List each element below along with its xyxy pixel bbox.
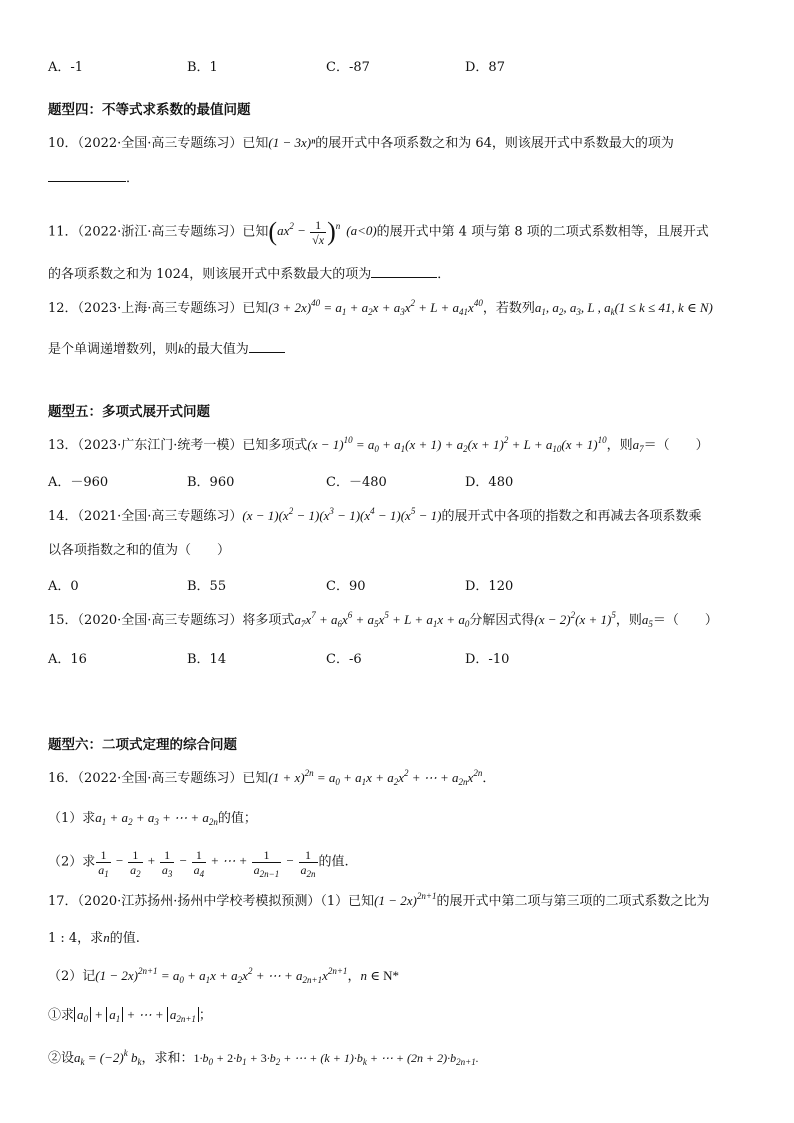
q15-poly: $a_7x^7 + a_6x^6 + a_5x^5 + L + a_1x + a_0$ <box>294 610 470 629</box>
q15-suffix: ，则 <box>615 613 642 628</box>
section-heading-6: 题型六：二项式定理的综合问题 <box>48 737 237 753</box>
q14-options <box>48 575 648 593</box>
q11-expr: ($ax^2$ − $\frac{1}{√x}$ )$^n$ <box>268 217 341 247</box>
q13-suffix: ，则 <box>606 438 633 453</box>
option-a: A．－960 <box>48 475 109 490</box>
q12-line2b: 的最大值为 <box>183 342 249 357</box>
q17-s1b: ； <box>198 1008 212 1023</box>
q16-p2b: 的值. <box>318 854 349 870</box>
q17-expansion: $(1 - 2x)^{2n+1} = a_0 + a_1x + a_2x^2$ + ⋯ + $a_{2n+1}x^{2n+1}$ <box>95 966 348 985</box>
option-a: A．16 <box>48 652 87 667</box>
question-13 <box>48 436 709 455</box>
option-c: C．90 <box>326 579 366 594</box>
option-b: B．14 <box>187 652 227 667</box>
q17-expr: $(1 - 2x)^{2n+1}$ <box>374 891 437 908</box>
q17-s2a: ②设 <box>48 1051 75 1066</box>
option-d: D．480 <box>465 475 514 490</box>
q12-mid: ，若数列 <box>482 301 535 316</box>
q15-paren: ＝（ ） <box>652 613 718 628</box>
question-17 <box>48 892 709 911</box>
section-heading-5: 题型五：多项式展开式问题 <box>48 404 210 420</box>
q16-sum: $a_1 + a_2 + a_3$ + ⋯ + $a_{2n}$ <box>95 810 218 827</box>
q12-seq: $a_1$, $a_2$, $a_3$, L , $a_k$ <box>534 300 615 317</box>
option-a: A．0 <box>48 579 79 594</box>
question-17-line2 <box>48 929 140 948</box>
option-c: C．-87 <box>326 60 370 75</box>
question-17-sub2 <box>48 1049 479 1068</box>
q17-s2b: ，求和： <box>141 1051 194 1066</box>
q15-prefix: 15．（2020·全国·高三专题练习）将多项式 <box>48 613 295 628</box>
q12-prefix: 12．（2023·上海·高三专题练习）已知 <box>48 301 269 316</box>
var-k: k <box>178 341 184 356</box>
q17-line2b: 的值. <box>109 931 140 946</box>
q11-prefix: 11．（2022·浙江·高三专题练习）已知 <box>48 224 269 240</box>
q17-line2a: 1 : 4，求 <box>48 931 104 946</box>
fraction: $\frac{1}{√x}$ <box>312 218 325 247</box>
option-b: B．55 <box>187 579 227 594</box>
option-b: B．1 <box>187 60 218 75</box>
q16-p1a: （1）求 <box>48 811 96 826</box>
question-10 <box>48 134 674 153</box>
question-16-part1 <box>48 809 257 828</box>
answer-blank[interactable] <box>371 264 437 278</box>
q16-p2a: （2）求 <box>48 854 96 870</box>
q11-suffix: 的展开式中第 4 项与第 8 项的二项式系数相等，且展开式 <box>376 224 709 240</box>
q15-options <box>48 648 648 666</box>
q10-suffix: 的展开式中各项系数之和为 64，则该展开式中系数最大的项为 <box>315 136 674 151</box>
question-17-sub1 <box>48 1006 212 1025</box>
question-15 <box>48 611 718 630</box>
answer-blank[interactable] <box>48 168 126 182</box>
q15-target: $a_5$ <box>641 612 653 629</box>
question-12-line2 <box>48 339 285 359</box>
question-10-answer <box>48 168 139 188</box>
option-d: D．-10 <box>465 652 510 667</box>
q17-def: $a_k = (-2)^k$ $b_k$ <box>74 1048 142 1067</box>
q9-options <box>48 56 648 74</box>
option-d: D．120 <box>465 579 514 594</box>
question-16-part2 <box>48 848 349 877</box>
q11-end: ． <box>437 267 451 282</box>
question-11-line2 <box>48 264 450 284</box>
q13-target: $a_7$ <box>632 437 644 454</box>
q17-abs-sum: $a_0 + a_1$ + ⋯ + $a_{2n+1}$ <box>74 1007 199 1022</box>
q14-suffix: 的展开式中各项的指数之和再减去各项系数乘 <box>441 509 702 524</box>
option-b: B．960 <box>187 475 235 490</box>
question-14-line2: 以各项指数之和的值为（ ） <box>48 543 231 558</box>
var-n: n <box>103 930 110 945</box>
q17-p2b: ， <box>347 969 361 984</box>
q13-prefix: 13．（2023·广东江门·统考一模）已知多项式 <box>48 438 308 453</box>
option-a: A．-1 <box>48 60 84 75</box>
section-heading-4: 题型四：不等式求系数的最值问题 <box>48 102 251 118</box>
q17-suffix: 的展开式中第二项与第三项的二项式系数之比为 <box>436 894 710 909</box>
q12-condition: (1 ≤ k ≤ 41, k ∈ N) <box>614 300 713 315</box>
q14-expr: $(x - 1)(x^2 - 1)(x^3 - 1)(x^4 - 1)(x^5 - 1)$ <box>242 506 442 523</box>
q13-paren: ＝（ ） <box>643 438 709 453</box>
option-c: C．-6 <box>326 652 362 667</box>
q13-options <box>48 471 648 489</box>
q16-alt-sum: $\frac{1}{a_1}$ − $\frac{1}{a_2}$ + $\frac{1}{a_3}$ − $\frac{1}{a_4}$ + ⋯ + $\frac{1}{a_{2n-1}}$ − $\frac{1}{a_{2n}}$ <box>98 848 316 879</box>
q17-domain: n ∈ N* <box>360 968 399 983</box>
q17-p2a: （2）记 <box>48 969 96 984</box>
q11-condition: (a<0) <box>346 223 377 239</box>
q15-mid: 分解因式得 <box>469 613 535 628</box>
question-11 <box>48 218 709 247</box>
q11-line2: 的各项系数之和为 1024，则该展开式中系数最大的项为 <box>48 267 372 282</box>
q15-factor: $(x - 2)^2(x + 1)^5$ <box>534 610 616 627</box>
q14-prefix: 14．（2021·全国·高三专题练习） <box>48 509 243 524</box>
option-d: D．87 <box>465 60 505 75</box>
q16-prefix: 16．（2022·全国·高三专题练习）已知 <box>48 771 269 786</box>
question-17-part2 <box>48 967 399 986</box>
q16-end: ． <box>482 771 496 786</box>
q16-p1b: 的值； <box>217 811 257 826</box>
q17-sum: $1\cdot b_0 + 2\cdot b_1 + 3\cdot b_2$ + ⋯ + $(k + 1)\cdot b_k$ + ⋯ + $(2n + 2)\cdot b_{2n+1}$. <box>193 1051 479 1067</box>
q12-expr: $(3 + 2x)^{40} = a_1 + a_2x + a_3x^2 + L + a_{41}x^{40}$ <box>268 298 483 317</box>
q10-end: ． <box>126 171 140 186</box>
q17-s1a: ①求 <box>48 1008 75 1023</box>
q16-expr: $(1 + x)^{2n} = a_0 + a_1x + a_2x^2$ + ⋯ + $a_{2n}x^{2n}$ <box>268 768 483 787</box>
option-c: C．－480 <box>326 475 387 490</box>
question-16 <box>48 769 495 788</box>
q13-expr: $(x - 1)^{10} = a_0 + a_1(x + 1) + a_2(x + 1)^2 + L + a_{10}(x + 1)^{10}$ <box>307 435 607 454</box>
answer-blank[interactable] <box>249 339 285 353</box>
q10-expr: (1 − 3x)ⁿ <box>268 135 316 150</box>
q17-prefix: 17．（2020·江苏扬州·扬州中学校考模拟预测）（1）已知 <box>48 894 375 909</box>
q10-prefix: 10．（2022·全国·高三专题练习）已知 <box>48 136 269 151</box>
question-12 <box>48 299 713 318</box>
question-14 <box>48 507 701 526</box>
q12-line2: 是个单调递增数列，则 <box>48 342 179 357</box>
